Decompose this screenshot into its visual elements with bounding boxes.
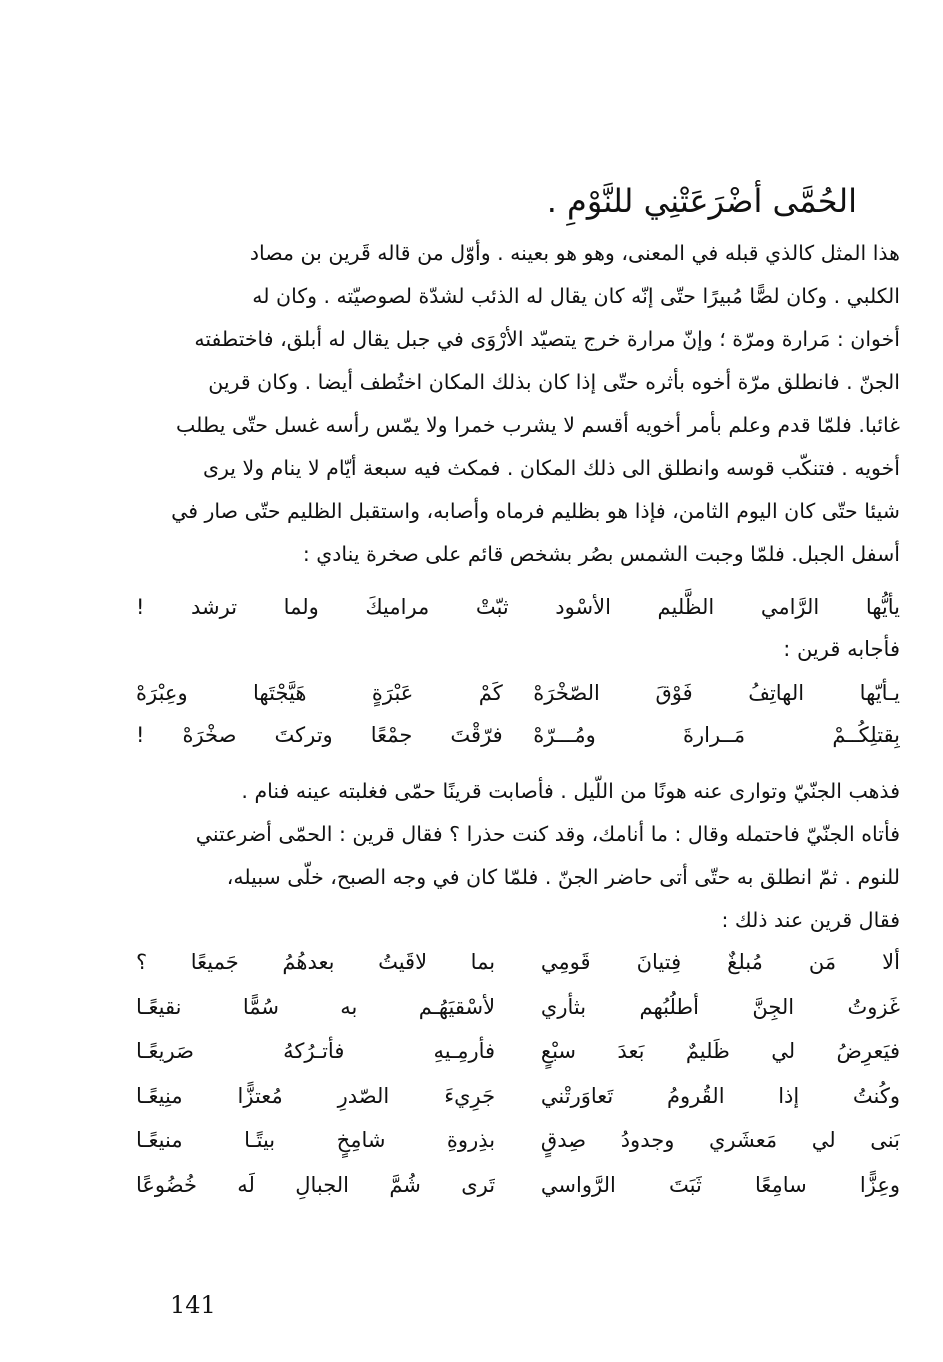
prose-line: غائبا. فلمّا قدم وعلم بأمر أخويه أقسم لا يشرب خمرا ولا يمّس رأسه غسل حتّى يطلب <box>176 413 900 437</box>
verse-hemistich-first: بِقتلِكُــمْ مَــرارةَ ومُـــرّهْ <box>533 723 900 747</box>
verse-hemistich-first: يـأيّها الهاتِفُ فَوْقَ الصّخْرَهْ <box>533 681 900 705</box>
poem-row <box>136 1118 900 1163</box>
poem-row <box>136 985 900 1030</box>
verse-couplet-1 <box>136 586 900 670</box>
verse-line: يأيُّها الرَّامي الظَّليم الأسْود ثبّتْ مراميكَ ولما ترشد ! <box>136 595 900 619</box>
reply-intro: فأجابه قرين : <box>783 637 900 661</box>
prose-line: هذا المثل كالذي قبله في المعنى، وهو هو بعينه . وأوّل من قاله قَرين بن مصاد <box>249 241 900 265</box>
prose-line: أخويه . فتنكّب قوسه وانطلق الى ذلك المكان . فمكث فيه سبعة أيّام لا ينام ولا يرى <box>202 456 900 480</box>
verse-hemistich-second: فرّقْتَ جمْعًا وتركتَ صخْرَهْ ! <box>136 723 503 747</box>
verse-hemistich-second: كَمْ عَبْرَةٍ هَيَّجْتَها وعِبْرَهْ <box>136 681 503 705</box>
prose-paragraph <box>136 232 900 576</box>
narrative-line: فقال قرين عند ذلك : <box>721 908 900 932</box>
poem-hemistich-first: وكُنتُ إذا القُرومُ تَعاوَرتْني <box>540 1083 900 1108</box>
poem-hemistich-first: وعِزًّا سامِعًا ثَبَتَ الرَّواسي <box>540 1172 900 1197</box>
poem-row <box>136 940 900 985</box>
poem-hemistich-first: بَنى لي مَعشَري وجدودُ صِدقٍ <box>540 1128 900 1152</box>
section-title: الحُمَّى أضْرَعَتْنِي للنَّوْمِ . <box>546 182 857 221</box>
prose-line: أسفل الجبل. فلمّا وجبت الشمس بصُر بشخص قائم على صخرة ينادي : <box>302 542 900 566</box>
verse-row <box>136 672 900 714</box>
verse-row <box>136 714 900 756</box>
poem-hemistich-second: فأرمِـيهِ فأتـرُكهُ صَريعًـا <box>136 1039 496 1063</box>
narrative-line: فأتاه الجنّيّ فاحتمله وقال : ما أنامك، وقد كنت حذرا ؟ فقال قرين : الحمّى أضرعتني <box>195 822 900 846</box>
narrative-paragraph <box>136 770 900 942</box>
prose-line: الكلبي . وكان لصًّا مُبيرًا حتّى إنّه كان يقال له الذئب لشدّة لصوصيّته . وكان له <box>252 284 900 308</box>
poem-hemistich-second: بما لاقَيتُ بعدهُمُ جَميعًا ؟ <box>136 950 496 974</box>
narrative-line: للنوم . ثمّ انطلق به حتّى أتى حاضر الجنّ . فلمّا كان في وجه الصبح، خلّى سبيله، <box>226 865 900 889</box>
poem-row <box>136 1029 900 1074</box>
poem-row <box>136 1074 900 1119</box>
narrative-line: فذهب الجنّيّ وتوارى عنه هونًا من اللّيل . فأصابت قرينًا حمّى فغلبته عينه فنام . <box>241 779 900 803</box>
poem-hemistich-second: تَرى شُمَّ الجبالِ لَه خُضُوعًا <box>136 1172 496 1197</box>
prose-line: أخوان : مَرارة ومرّة ؛ وإنّ مرارة خرج يتصيّد الأرْوَى في جبل يقال له أبلق، فاختطفته <box>194 327 900 351</box>
poem-hemistich-second: لأسْقيَهُـم به سُمًّا نقيعًـا <box>136 994 496 1019</box>
poem-hemistich-first: غَزوتُ الجِنَّ أطلُبُهم بثأري <box>540 994 900 1019</box>
page-number: 141 <box>170 1291 216 1319</box>
prose-line: الجنّ . فانطلق مرّة أخوه بأثره حتّى إذا كان بذلك المكان اختُطف أيضا . وكان قرين <box>208 370 900 394</box>
poem-hemistich-first: ألا مَن مُبلغٌ فِتيانَ قَومِي <box>540 950 900 974</box>
poem-row <box>136 1163 900 1208</box>
poem-hemistich-first: فيَعرِضُ لي ظَليمٌ بَعدَ سبْعٍ <box>540 1039 900 1063</box>
poem <box>136 940 900 1207</box>
poem-hemistich-second: بذِروةِ شامِخٍ بيتًـا منيعًـا <box>136 1128 496 1152</box>
prose-line: شيئا حتّى كان اليوم الثامن، فإذا هو بظليم فرماه وأصابه، واستقبل الظليم حتّى صار في <box>171 499 900 523</box>
poem-hemistich-second: جَرِيءَ الصّدرِ مُعتزًّا منِيعًـا <box>136 1083 496 1108</box>
verse-couplet-2 <box>136 672 900 756</box>
